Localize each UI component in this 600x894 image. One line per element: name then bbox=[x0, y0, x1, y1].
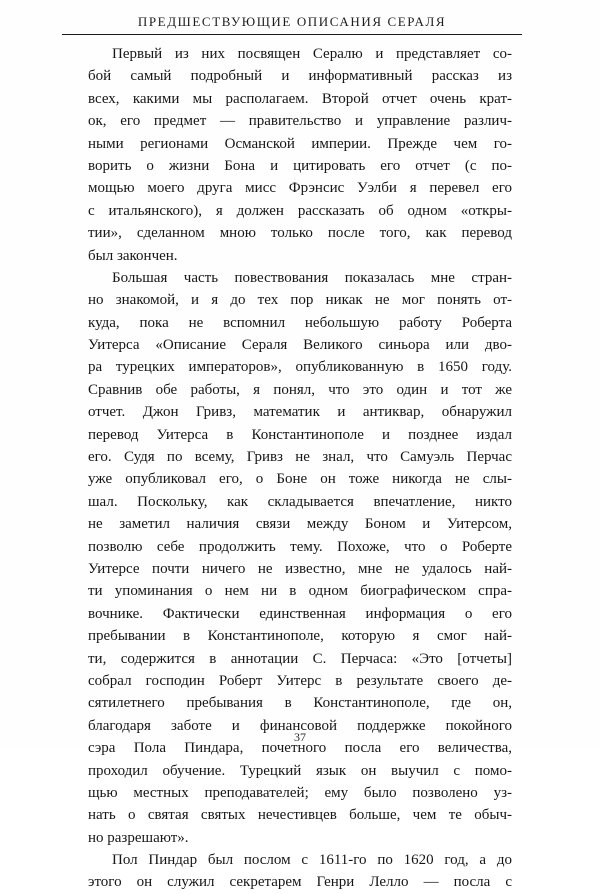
text-line: но разрешают». bbox=[88, 829, 189, 846]
text-line: Первый из них посвящен Сералю и представляет со- bbox=[112, 46, 512, 62]
text-line: ок, его предмет — правительство и управление различ- bbox=[88, 113, 512, 130]
text-line: уже опубликовал его, о Боне он тоже никогда не слы- bbox=[88, 471, 512, 488]
text-line: Пол Пиндар был послом с 1611-го по 1620 год, а до bbox=[112, 852, 512, 869]
paragraph bbox=[88, 43, 512, 267]
paragraph bbox=[88, 267, 512, 849]
running-head bbox=[62, 8, 522, 35]
text-line: с итальянского), я должен рассказать об одном «откры- bbox=[88, 202, 512, 219]
text-line: вочнике. Фактически единственная информация о его bbox=[88, 605, 512, 622]
text-line: сэра Пола Пиндара, почетного посла его величества, bbox=[88, 740, 512, 757]
text-line: бой самый подробный и информативный рассказ из bbox=[88, 68, 512, 85]
text-line: благодаря заботе и финансовой поддержке покойного bbox=[88, 717, 512, 734]
text-line: тии», сделанном мною только после того, как перевод bbox=[88, 225, 512, 242]
body-text bbox=[88, 43, 512, 894]
text-line: сятилетнего пребывания в Константинополе, где он, bbox=[88, 695, 512, 712]
text-line: нать о святая святых нечестивцев больше, чем те обыч- bbox=[88, 807, 512, 824]
text-line: Уитерсе почти ничего не известно, мне не удалось най- bbox=[88, 560, 512, 577]
running-head-title: ПРЕДШЕСТВУЮЩИЕ ОПИСАНИЯ СЕРАЛЯ bbox=[137, 14, 447, 29]
text-line: мощью моего друга мисс Фрэнсис Уэлби я перевел его bbox=[88, 180, 512, 197]
text-line: отчет. Джон Гривз, математик и антиквар, обнаружил bbox=[88, 404, 512, 421]
text-line: пребывании в Константинополе, которую я смог най- bbox=[88, 628, 512, 645]
page-number: 37 bbox=[294, 730, 306, 744]
text-line: ти упоминания о нем ни в одном биографическом спра- bbox=[88, 583, 512, 600]
text-line: ными регионами Османской империи. Прежде чем го- bbox=[88, 135, 512, 152]
text-line: перевод Уитерса в Константинополе и позднее издал bbox=[88, 426, 512, 443]
text-line: Уитерса «Описание Сераля Великого синьора или дво- bbox=[88, 337, 512, 354]
text-line: Большая часть повествования показалась мне стран- bbox=[112, 269, 512, 286]
text-line: был закончен. bbox=[88, 247, 178, 264]
text-line: этого он служил секретарем Генри Лелло — посла с bbox=[88, 874, 512, 891]
text-line: но знакомой, и я до тех пор никак не мог понять от- bbox=[88, 292, 512, 309]
text-line: щью местных преподавателей; ему было позволено уз- bbox=[88, 784, 512, 801]
text-line: его. Судя по всему, Гривз не знал, что Самуэль Перчас bbox=[88, 449, 512, 466]
text-line: ти, содержится в аннотации С. Перчаса: «Это [отчеты] bbox=[88, 650, 512, 667]
text-line: собрал господин Роберт Уитерс в результате своего де- bbox=[88, 672, 512, 689]
text-line: шал. Поскольку, как складывается впечатление, никто bbox=[88, 493, 512, 510]
text-line: ворить о жизни Бона и цитировать его отчет (с по- bbox=[88, 157, 512, 174]
text-line: позволю себе продолжить тему. Похоже, что о Роберте bbox=[88, 538, 512, 555]
text-line: Сравнив обе работы, я понял, что это один и тот же bbox=[88, 381, 512, 398]
paragraph bbox=[88, 849, 512, 894]
text-line: проходил обучение. Турецкий язык он выучил с помо- bbox=[88, 762, 512, 779]
text-line: всех, какими мы располагаем. Второй отчет очень крат- bbox=[88, 90, 512, 107]
text-line: ра турецких императоров», опубликованную в 1650 году. bbox=[88, 359, 512, 376]
text-line: куда, пока не вспомнил небольшую работу Роберта bbox=[88, 314, 512, 331]
text-line: не заметил наличия связи между Боном и Уитерсом, bbox=[88, 516, 512, 533]
